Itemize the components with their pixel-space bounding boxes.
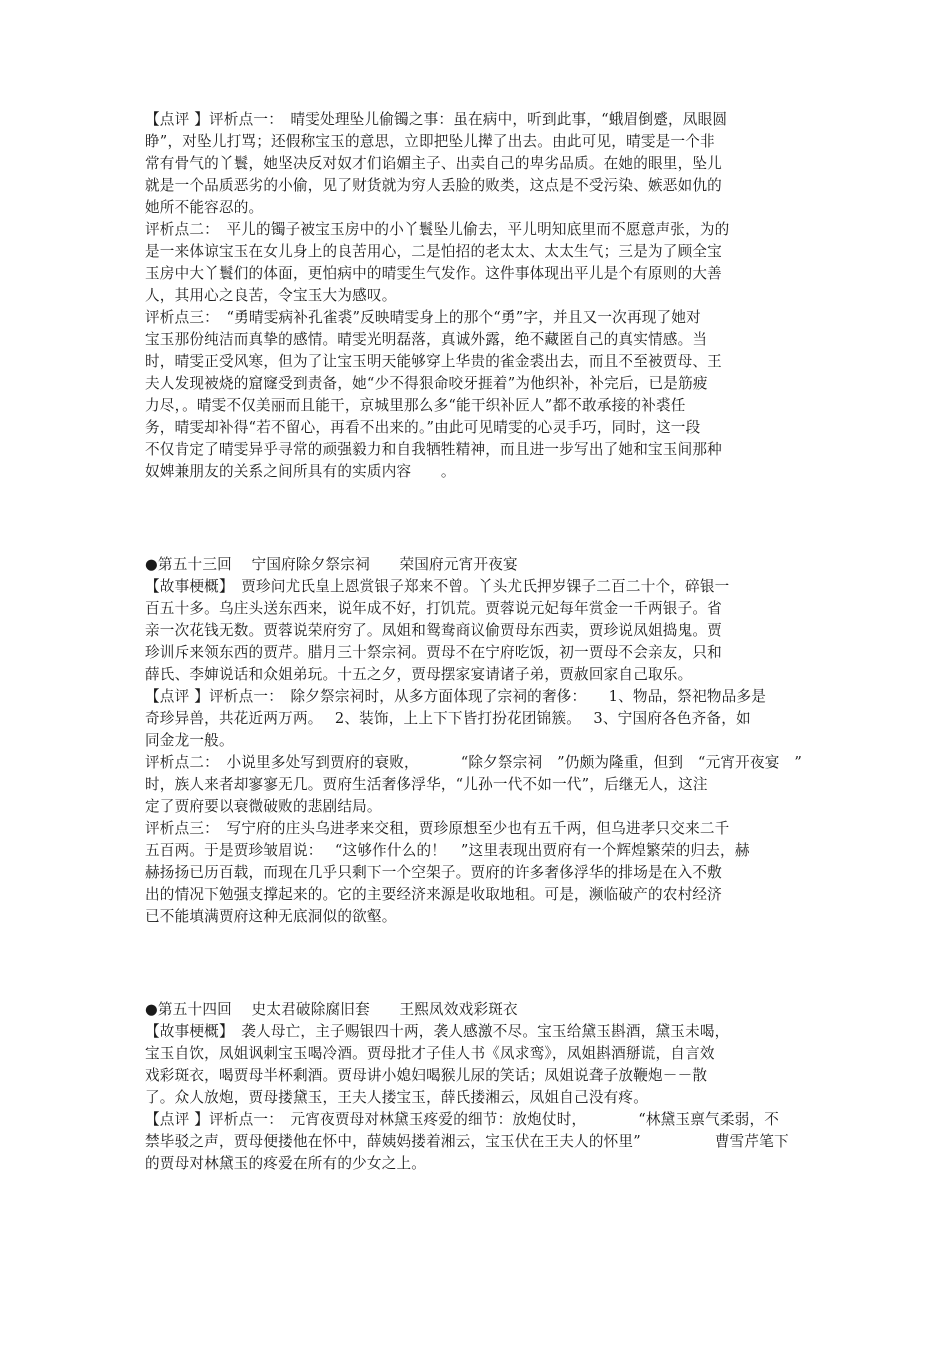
text-line: 禁毕驳之声，贾母便搂他在怀中，薛姨妈搂着湘云，宝玉伏在王夫人的怀里” 曹雪芹笔下 — [145, 1133, 789, 1150]
text-line: 出的情况下勉强支撑起来的。它的主要经济来源是收取地租。可是，濒临破产的农村经济 — [145, 886, 722, 903]
text-line: 评析点二： 小说里多处写到贾府的衰败， “除夕祭宗祠 ”仍颇为隆重，但到 “元宵开夜宴 ” — [145, 754, 803, 771]
text-line: 赫扬扬已历百载，而现在几乎只剩下一个空架子。贾府的许多奢侈浮华的排场是在入不敷 — [145, 864, 722, 881]
text-line: 奇珍异兽，共花近两万两。 2、装饰，上上下下皆打扮花团锦簇。 3、宁国府各色齐备，如 — [145, 710, 751, 727]
text-line: 戏彩斑衣，喝贾母半杯剩酒。贾母讲小媳妇喝猴儿尿的笑话；凤姐说聋子放鞭炮－－散 — [145, 1067, 708, 1084]
text-line: 人，其用心之良苦，令宝玉大为感叹。 — [145, 287, 397, 304]
text-line: 珍训斥来领东西的贾芹。腊月三十祭宗祠。贾母不在宁府吃饭，初一贾母不会亲友，只和 — [145, 644, 722, 661]
text-line: 的贾母对林黛玉的疼爱在所有的少女之上。 — [145, 1155, 427, 1172]
text-line: 睁”，对坠儿打骂；还假称宝玉的意思，立即把坠儿撵了出去。由此可见，晴雯是一个非 — [145, 133, 715, 150]
text-line: 时，晴雯正受风寒，但为了让宝玉明天能够穿上华贵的雀金裘出去，而且不至被贾母、王 — [145, 353, 722, 370]
text-line: 薛氏、李婶说话和众姐弟玩。十五之夕，贾母摆家宴请诸子弟，贾赦回家自己取乐。 — [145, 666, 693, 683]
text-line: 同金龙一般。 — [145, 732, 234, 749]
text-line: 【故事梗概】 袭人母亡，主子赐银四十两，袭人感激不尽。宝玉给黛玉斟酒，黛玉未喝， — [145, 1023, 730, 1040]
text-line: 【故事梗概】 贾珍问尤氏皇上恩赏银子郑来不曾。丫头尤氏押岁锞子二百二十个，碎银一 — [145, 578, 730, 595]
text-line: 夫人发现被烧的窟窿受到责备，她“少不得狠命咬牙捱着”为他织补，补完后，已是筋疲 — [145, 375, 708, 392]
text-line: 是一来体谅宝玉在女儿身上的良苦用心，二是怕招的老太太、太太生气；三是为了顾全宝 — [145, 243, 722, 260]
text-line: 玉房中大丫鬟们的体面，更怕病中的晴雯生气发作。这件事体现出平儿是个有原则的大善 — [145, 265, 722, 282]
text-line: 奴婢兼朋友的关系之间所具有的实质内容 。 — [145, 463, 456, 480]
text-line: 不仅肯定了晴雯异乎寻常的顽强毅力和自我牺牲精神，而且进一步写出了她和宝玉间那种 — [145, 441, 722, 458]
text-line: 亲一次花钱无数。贾蓉说荣府穷了。凤姐和鸳鸯商议偷贾母东西卖，贾珍说凤姐捣鬼。贾 — [145, 622, 722, 639]
text-line: 【点评 】评析点一： 元宵夜贾母对林黛玉疼爱的细节：放炮仗时， “林黛玉禀气柔弱，不 — [145, 1111, 780, 1128]
text-line: 时，族人来者却寥寥无几。贾府生活奢侈浮华，“儿孙一代不如一代”，后继无人，这注 — [145, 776, 708, 793]
text-line: 评析点二： 平儿的镯子被宝玉房中的小丫鬟坠儿偷去，平儿明知底里而不愿意声张，为的 — [145, 221, 730, 238]
text-line: 已不能填满贾府这种无底洞似的欲壑。 — [145, 908, 397, 925]
text-line: 五百两。于是贾珍皱眉说： “这够作什么的！ ”这里表现出贾府有一个辉煌繁荣的归去，赫 — [145, 842, 750, 859]
chapter-heading: ●第五十三回 宁国府除夕祭宗祠 荣国府元宵开夜宴 — [145, 556, 518, 573]
text-line: 力尽，。晴雯不仅美丽而且能干，京城里那么多“能干织补匠人”都不敢承接的补裘任 — [145, 397, 686, 414]
text-line: 宝玉那份纯洁而真挚的感情。晴雯光明磊落，真诚外露，绝不藏匿自己的真实情感。当 — [145, 331, 708, 348]
text-line: 定了贾府要以衰微破败的悲剧结局。 — [145, 798, 382, 815]
text-line: 务，晴雯却补得“若不留心，再看不出来的。”由此可见晴雯的心灵手巧，同时，这一段 — [145, 419, 701, 436]
text-line: 百五十多。乌庄头送东西来，说年成不好，打饥荒。贾蓉说元妃每年赏金一千两银子。省 — [145, 600, 722, 617]
text-line: 了。众人放炮，贾母搂黛玉，王夫人搂宝玉，薛氏搂湘云，凤姐自己没有疼。 — [145, 1089, 648, 1106]
text-line: 评析点三： 写宁府的庄头乌进孝来交租，贾珍原想至少也有五千两，但乌进孝只交来二千 — [145, 820, 730, 837]
text-line: 宝玉自饮，凤姐讽刺宝玉喝冷酒。贾母批才子佳人书《凤求鸾》，凤姐斟酒掰谎，自言效 — [145, 1045, 715, 1062]
text-line: 【点评 】评析点一： 晴雯处理坠儿偷镯之事：虽在病中，听到此事，“蛾眉倒蹙，凤眼圆 — [145, 111, 728, 128]
text-line: 她所不能容忍的。 — [145, 199, 264, 216]
chapter-heading: ●第五十四回 史太君破除腐旧套 王熙凤效戏彩斑衣 — [145, 1001, 518, 1018]
text-line: 评析点三： “勇晴雯病补孔雀裘”反映晴雯身上的那个“勇”字，并且又一次再现了她对 — [145, 309, 701, 326]
text-line: 常有骨气的丫鬟，她坚决反对奴才们谄媚主子、出卖自己的卑劣品质。在她的眼里，坠儿 — [145, 155, 722, 172]
text-line: 【点评 】评析点一： 除夕祭宗祠时，从多方面体现了宗祠的奢侈： 1、物品，祭祀物品多是 — [145, 688, 767, 705]
text-line: 就是一个品质恶劣的小偷，见了财货就为穷人丢脸的败类，这点是不受污染、嫉恶如仇的 — [145, 177, 722, 194]
